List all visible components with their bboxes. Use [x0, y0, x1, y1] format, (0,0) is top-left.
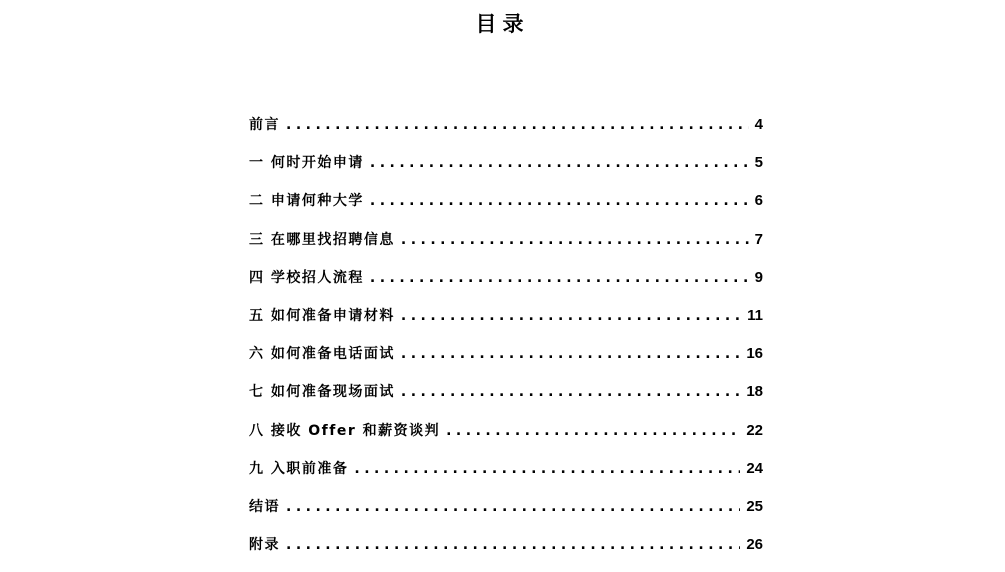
dot-leader: [401, 384, 740, 400]
toc-entry-label: 六 如何准备电话面试: [249, 346, 395, 363]
dot-leader: [286, 117, 749, 133]
toc-entry-label: 三 在哪里找招聘信息: [249, 231, 395, 248]
toc-entry-label: 五 如何准备申请材料: [249, 307, 395, 324]
toc-entry-page-number: 25: [746, 497, 763, 515]
toc-entry-chapter-7[interactable]: [249, 381, 763, 419]
toc-entry-label: 二 申请何种大学: [249, 193, 364, 210]
toc-entry-conclusion[interactable]: [249, 496, 763, 534]
dot-leader: [370, 155, 749, 171]
toc-entry-label: 结语: [249, 498, 280, 515]
table-of-contents: [249, 114, 763, 572]
toc-entry-chapter-9[interactable]: [249, 458, 763, 496]
toc-entry-chapter-6[interactable]: [249, 343, 763, 381]
toc-entry-chapter-2[interactable]: [249, 190, 763, 228]
dot-leader: [401, 346, 740, 362]
dot-leader: [354, 461, 740, 477]
page-title: 目录: [475, 12, 530, 36]
dot-leader: [370, 193, 749, 209]
dot-leader: [446, 423, 740, 439]
dot-leader: [401, 308, 741, 324]
toc-entry-chapter-8[interactable]: [249, 420, 763, 458]
toc-entry-label: 附录: [249, 537, 280, 554]
toc-entry-preface[interactable]: [249, 114, 763, 152]
toc-entry-page-number: 7: [754, 230, 763, 248]
toc-entry-page-number: 22: [746, 421, 763, 439]
toc-entry-appendix[interactable]: [249, 534, 763, 572]
toc-entry-chapter-1[interactable]: [249, 152, 763, 190]
toc-entry-page-number: 9: [754, 268, 763, 286]
toc-entry-label: 八 接收 Offer 和薪资谈判: [249, 422, 441, 439]
toc-entry-page-number: 18: [746, 383, 763, 401]
toc-entry-chapter-5[interactable]: [249, 305, 763, 343]
toc-entry-label: 一 何时开始申请: [249, 155, 364, 172]
dot-leader: [286, 537, 740, 553]
toc-entry-page-number: 6: [754, 192, 763, 210]
toc-entry-page-number: 16: [746, 345, 763, 363]
dot-leader: [401, 232, 749, 248]
dot-leader: [370, 270, 749, 286]
toc-entry-page-number: 11: [747, 306, 763, 324]
toc-entry-label: 前言: [249, 117, 280, 133]
toc-entry-label: 九 入职前准备: [249, 460, 349, 477]
toc-entry-page-number: 4: [754, 116, 763, 133]
dot-leader: [286, 499, 740, 515]
toc-entry-chapter-4[interactable]: [249, 267, 763, 305]
toc-entry-chapter-3[interactable]: [249, 229, 763, 267]
toc-entry-page-number: 5: [754, 154, 763, 172]
toc-entry-page-number: 24: [746, 459, 763, 477]
toc-entry-label: 七 如何准备现场面试: [249, 384, 395, 401]
toc-entry-label: 四 学校招人流程: [249, 269, 364, 286]
toc-entry-page-number: 26: [746, 536, 763, 554]
